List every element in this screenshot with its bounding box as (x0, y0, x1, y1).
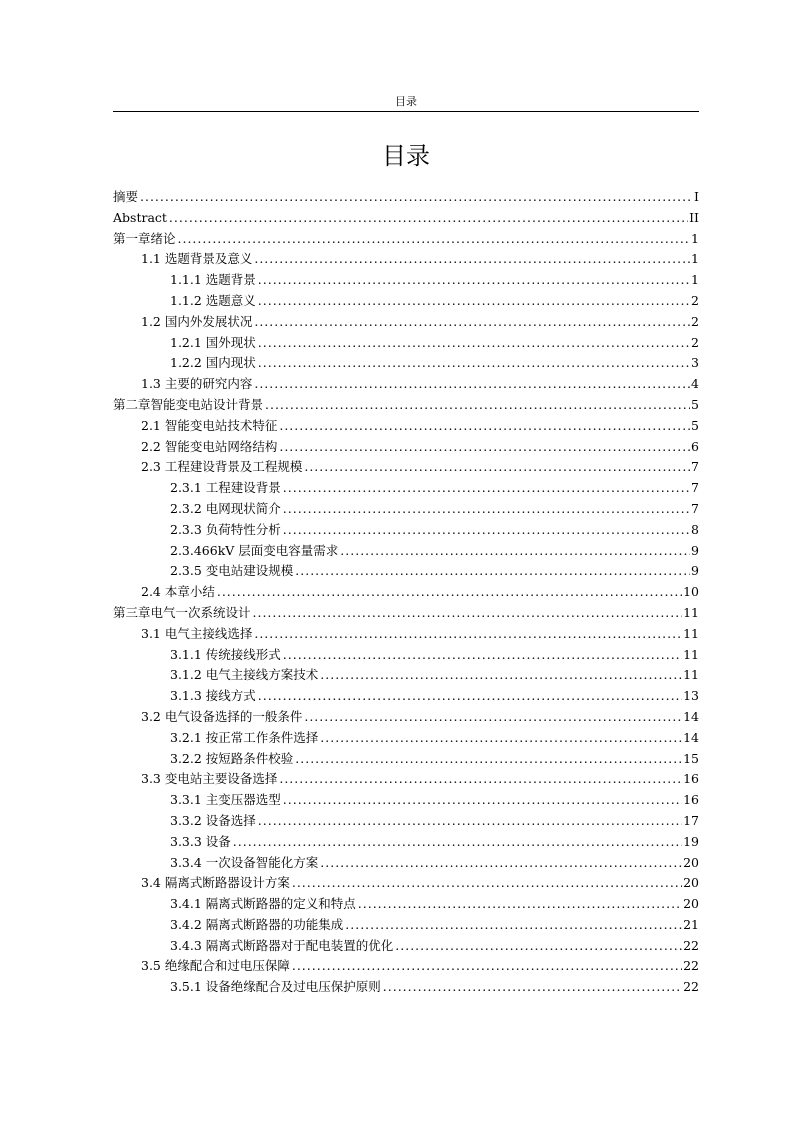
table-of-contents (113, 187, 699, 998)
toc-entry-label: 2.3.5 变电站建设规模 (170, 563, 294, 579)
toc-entry-label: 2.3.466kV 层面变电容量需求 (170, 542, 339, 558)
toc-dot-leader (233, 832, 682, 853)
toc-entry-label: 1.2.1 国外现状 (170, 334, 256, 350)
toc-page-number: 11 (683, 667, 699, 683)
toc-page-number: 9 (691, 542, 699, 558)
toc-entry-label: 1.3 主要的研究内容 (141, 376, 253, 392)
toc-entry[interactable] (113, 915, 699, 936)
toc-entry[interactable] (113, 499, 699, 520)
toc-entry-label: 2.3.2 电网现状简介 (170, 500, 281, 516)
toc-page-number: 10 (683, 584, 699, 600)
toc-entry-label: 2.3.1 工程建设背景 (170, 480, 281, 496)
toc-dot-leader (358, 894, 682, 915)
toc-entry[interactable] (113, 478, 699, 499)
toc-page-number: 16 (683, 771, 699, 787)
toc-entry-label: 3.4.1 隔离式断路器的定义和特点 (170, 896, 356, 912)
toc-entry[interactable] (113, 873, 699, 894)
toc-entry[interactable] (113, 686, 699, 707)
toc-dot-leader (295, 561, 690, 582)
toc-entry[interactable] (113, 707, 699, 728)
toc-page-number: 5 (691, 417, 699, 433)
toc-entry-label: 3.3.2 设备选择 (170, 812, 256, 828)
toc-entry[interactable] (113, 249, 699, 270)
toc-entry[interactable] (113, 416, 699, 437)
toc-dot-leader (254, 312, 690, 333)
toc-entry-label: 1.1.1 选题背景 (170, 272, 256, 288)
toc-page-number: 22 (683, 979, 699, 995)
toc-entry[interactable] (113, 769, 699, 790)
toc-entry-label: 1.2.2 国内现状 (170, 355, 256, 371)
toc-entry[interactable] (113, 936, 699, 957)
toc-page-number: 8 (691, 521, 699, 537)
toc-entry-label: 3.1.1 传统接线形式 (170, 646, 281, 662)
toc-page-number: 14 (683, 708, 699, 724)
toc-entry-label: 3.3 变电站主要设备选择 (141, 771, 278, 787)
toc-dot-leader (304, 707, 682, 728)
toc-entry-label: 3.1.3 接线方式 (170, 688, 256, 704)
toc-entry-label: 2.1 智能变电站技术特征 (141, 417, 278, 433)
toc-page-number: II (689, 209, 699, 225)
toc-page-number: 15 (683, 750, 699, 766)
toc-page-number: 1 (691, 272, 699, 288)
toc-entry[interactable] (113, 187, 699, 208)
toc-dot-leader (253, 603, 683, 624)
toc-page-number: 1 (691, 230, 699, 246)
toc-entry[interactable] (113, 270, 699, 291)
toc-entry-label: 1.1.2 选题意义 (170, 292, 256, 308)
toc-dot-leader (254, 374, 690, 395)
toc-dot-leader (258, 270, 690, 291)
toc-dot-leader (283, 478, 690, 499)
toc-entry[interactable] (113, 665, 699, 686)
toc-entry-label: 3.4.3 隔离式断路器对于配电装置的优化 (170, 937, 394, 953)
toc-entry[interactable] (113, 894, 699, 915)
toc-dot-leader (258, 811, 682, 832)
toc-dot-leader (292, 956, 682, 977)
toc-dot-leader (283, 499, 690, 520)
toc-dot-leader (345, 915, 682, 936)
toc-entry-label: 3.1.2 电气主接线方案技术 (170, 667, 319, 683)
toc-entry-label: 第三章电气一次系统设计 (113, 604, 251, 620)
toc-entry[interactable] (113, 520, 699, 541)
toc-page-number: 20 (683, 854, 699, 870)
toc-page-number: 22 (683, 937, 699, 953)
toc-page-number: 3 (691, 355, 699, 371)
toc-page-number: 4 (691, 376, 699, 392)
toc-dot-leader (258, 291, 690, 312)
toc-dot-leader (383, 977, 682, 998)
toc-dot-leader (254, 249, 690, 270)
toc-page-number: 2 (691, 334, 699, 350)
toc-dot-leader (254, 624, 682, 645)
toc-dot-leader (292, 873, 682, 894)
toc-page-number: 7 (691, 459, 699, 475)
toc-entry-label: 2.3.3 负荷特性分析 (170, 521, 281, 537)
toc-page-number: I (694, 189, 699, 204)
toc-page-number: 20 (683, 896, 699, 912)
toc-entry[interactable] (113, 353, 699, 374)
toc-entry[interactable] (113, 790, 699, 811)
toc-page-number: 5 (691, 396, 699, 412)
header-rule (113, 111, 699, 112)
toc-entry[interactable] (113, 977, 699, 998)
toc-entry[interactable] (113, 374, 699, 395)
toc-entry-label: 2.2 智能变电站网络结构 (141, 438, 278, 454)
toc-entry[interactable] (113, 561, 699, 582)
toc-entry[interactable] (113, 853, 699, 874)
page-title: 目录 (382, 142, 430, 170)
toc-page-number: 11 (683, 625, 699, 641)
toc-dot-leader (258, 686, 682, 707)
toc-entry-label: 第一章绪论 (113, 230, 176, 246)
toc-dot-leader (178, 229, 691, 250)
toc-page-number: 7 (691, 500, 699, 516)
toc-dot-leader (283, 645, 682, 666)
toc-entry-label: 3.4 隔离式断路器设计方案 (141, 875, 290, 891)
toc-page-number: 22 (683, 958, 699, 974)
toc-entry-label: 3.2 电气设备选择的一般条件 (141, 708, 303, 724)
toc-entry-label: 2.3 工程建设背景及工程规模 (141, 459, 303, 475)
toc-entry-label: 3.2.2 按短路条件校验 (170, 750, 294, 766)
toc-entry-label: Abstract (113, 209, 167, 225)
toc-dot-leader (340, 541, 690, 562)
toc-entry[interactable] (113, 832, 699, 853)
toc-dot-leader (258, 353, 690, 374)
toc-dot-leader (169, 208, 688, 229)
toc-entry[interactable] (113, 624, 699, 645)
toc-page-number: 2 (691, 313, 699, 329)
toc-page-number: 9 (691, 563, 699, 579)
toc-entry[interactable] (113, 728, 699, 749)
toc-dot-leader (283, 790, 682, 811)
toc-page-number: 13 (683, 688, 699, 704)
toc-entry[interactable] (113, 395, 699, 416)
toc-dot-leader (320, 728, 682, 749)
toc-page-number: 21 (683, 916, 699, 932)
toc-entry-label: 3.3.3 设备 (170, 833, 231, 849)
toc-entry[interactable] (113, 582, 699, 603)
toc-entry[interactable] (113, 811, 699, 832)
toc-entry[interactable] (113, 956, 699, 977)
toc-entry-label: 1.1 选题背景及意义 (141, 251, 253, 267)
toc-dot-leader (279, 437, 690, 458)
toc-entry[interactable] (113, 312, 699, 333)
toc-dot-leader (320, 665, 682, 686)
running-header: 目录 (395, 95, 417, 108)
toc-entry-label: 2.4 本章小结 (141, 584, 215, 600)
toc-dot-leader (295, 749, 682, 770)
toc-dot-leader (304, 457, 690, 478)
toc-entry-label: 3.5.1 设备绝缘配合及过电压保护原则 (170, 979, 381, 995)
toc-entry[interactable] (113, 541, 699, 562)
toc-entry[interactable] (113, 749, 699, 770)
toc-page-number: 7 (691, 480, 699, 496)
toc-dot-leader (395, 936, 682, 957)
toc-dot-leader (320, 853, 682, 874)
toc-entry[interactable] (113, 437, 699, 458)
toc-page-number: 20 (683, 875, 699, 891)
toc-page-number: 16 (683, 792, 699, 808)
toc-dot-leader (258, 333, 690, 354)
toc-dot-leader (283, 520, 690, 541)
toc-dot-leader (140, 187, 693, 208)
toc-dot-leader (217, 582, 682, 603)
toc-page-number: 1 (691, 251, 699, 267)
toc-entry-label: 1.2 国内外发展状况 (141, 313, 253, 329)
toc-entry-label: 3.3.1 主变压器选型 (170, 792, 281, 808)
toc-page-number: 11 (683, 646, 699, 662)
toc-page-number: 6 (691, 438, 699, 454)
toc-entry-label: 3.2.1 按正常工作条件选择 (170, 729, 319, 745)
toc-page-number: 19 (683, 833, 699, 849)
toc-entry[interactable] (113, 229, 699, 250)
toc-entry[interactable] (113, 333, 699, 354)
toc-page-number: 11 (683, 604, 699, 620)
toc-entry[interactable] (113, 457, 699, 478)
toc-entry[interactable] (113, 603, 699, 624)
toc-entry[interactable] (113, 208, 699, 229)
toc-entry-label: 第二章智能变电站设计背景 (113, 396, 264, 412)
toc-entry[interactable] (113, 645, 699, 666)
toc-entry-label: 3.5 绝缘配合和过电压保障 (141, 958, 290, 974)
toc-entry-label: 3.3.4 一次设备智能化方案 (170, 854, 319, 870)
toc-entry-label: 3.1 电气主接线选择 (141, 625, 253, 641)
toc-entry-label: 3.4.2 隔离式断路器的功能集成 (170, 916, 344, 932)
toc-dot-leader (265, 395, 690, 416)
toc-dot-leader (279, 416, 690, 437)
toc-dot-leader (279, 769, 682, 790)
toc-page-number: 2 (691, 292, 699, 308)
toc-entry-label: 摘要 (113, 189, 139, 204)
toc-entry[interactable] (113, 291, 699, 312)
toc-page-number: 14 (683, 729, 699, 745)
toc-page-number: 17 (683, 812, 699, 828)
